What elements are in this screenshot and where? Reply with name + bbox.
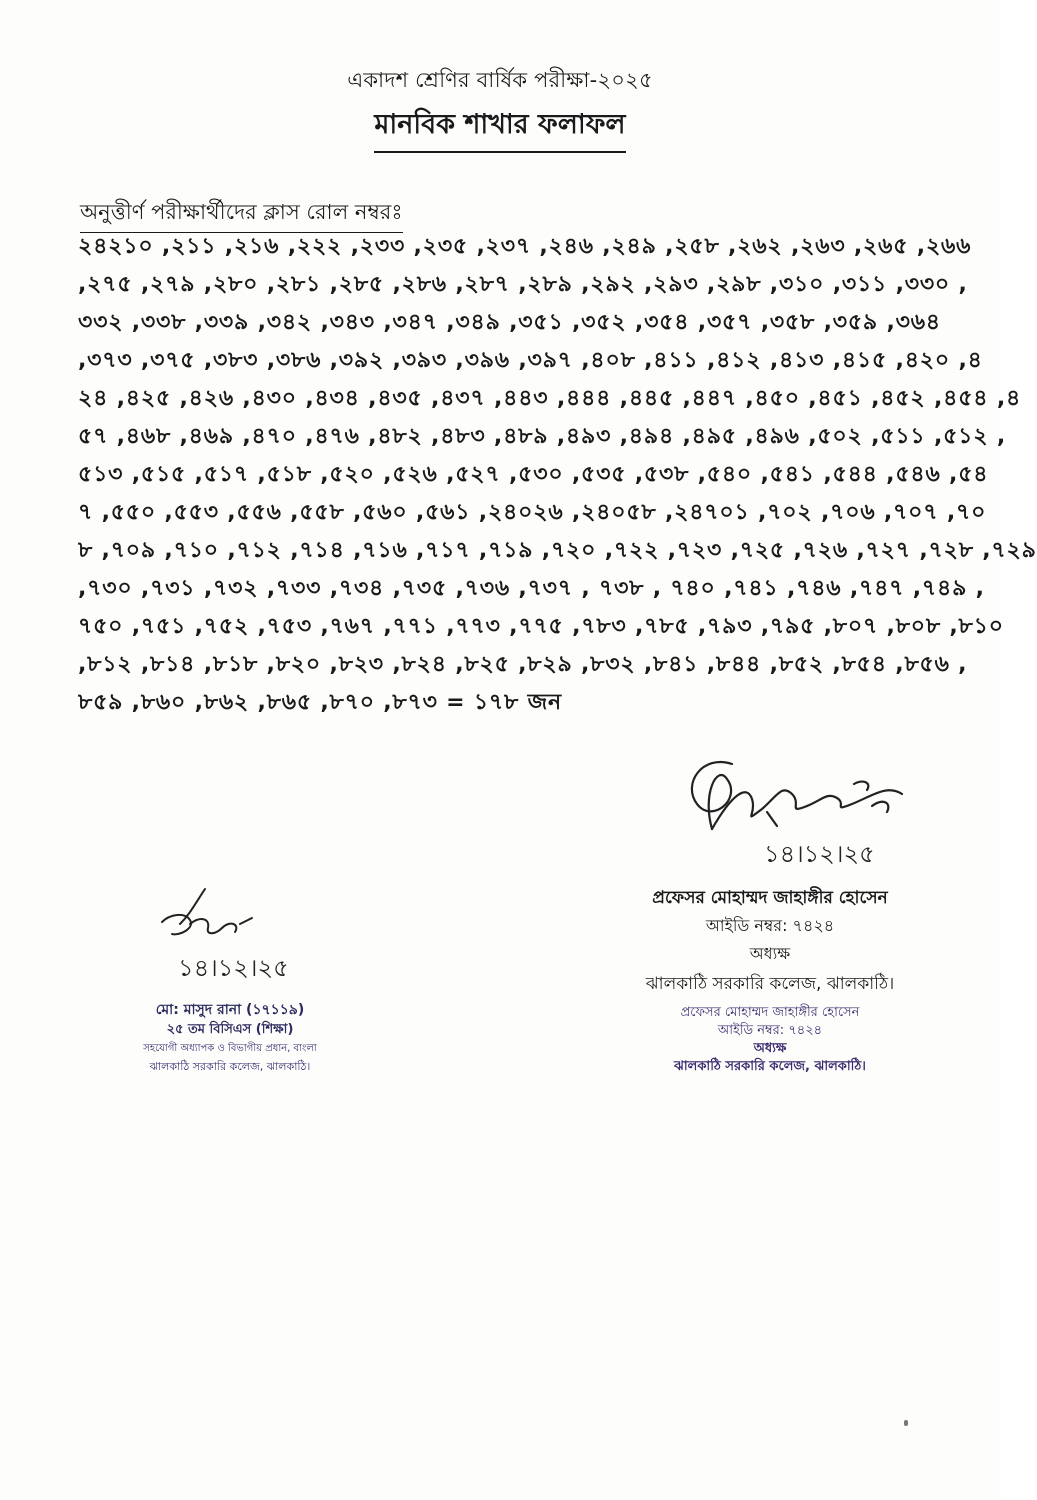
seal-id: আইডি নম্বর: ৭৪২৪: [717, 1023, 823, 1038]
principal-signature-date: ১৪।১২।২৫: [764, 840, 875, 868]
teacher-college: ঝালকাঠি সরকারি কলেজ, ঝালকাঠি।: [149, 1060, 311, 1073]
result-heading: মানবিক শাখার ফলাফল: [374, 104, 625, 153]
teacher-signature-block: [100, 1000, 360, 1076]
teacher-signature-date: ১৪।১২।২৫: [178, 954, 289, 982]
failed-students-label: অনুত্তীর্ণ পরীক্ষার্থীদের ক্লাস রোল নম্বরঃ: [80, 196, 403, 233]
seal-college: ঝালকাঠি সরকারি কলেজ, ঝালকাঠি।: [674, 1059, 866, 1074]
roll-line: ৭৫০ ,৭৫১ ,৭৫২ ,৭৫৩ ,৭৬৭ ,৭৭১ ,৭৭৩ ,৭৭৫ ,৭৮৩ ,৭৮৫ ,৭৯৩ ,৭৯৫ ,৮০৭ ,৮০৮ ,৮১০: [78, 614, 1004, 639]
roll-line: ৮৫৯ ,৮৬০ ,৮৬২ ,৮৬৫ ,৮৭০ ,৮৭৩ = ১৭৮ জন: [78, 690, 562, 715]
principal-signature-image: [672, 754, 912, 874]
teacher-bcs: ২৫ তম বিসিএস (শিক্ষা): [166, 1022, 294, 1037]
principal-name: প্রফেসর মোহাম্মদ জাহাঙ্গীর হোসেন: [652, 888, 888, 908]
roll-line: ৫১৩ ,৫১৫ ,৫১৭ ,৫১৮ ,৫২০ ,৫২৬ ,৫২৭ ,৫৩০ ,৫৩৫ ,৫৩৮ ,৫৪০ ,৫৪১ ,৫৪৪ ,৫৪৬ ,৫৪: [78, 462, 989, 487]
principal-seal: [590, 1004, 950, 1076]
principal-id: আইডি নম্বর: ৭৪২৪: [705, 916, 835, 935]
roll-line: ২৪২১০ ,২১১ ,২১৬ ,২২২ ,২৩৩ ,২৩৫ ,২৩৭ ,২৪৬ ,২৪৯ ,২৫৮ ,২৬২ ,২৬৩ ,২৬৫ ,২৬৬: [78, 234, 972, 259]
roll-line: ,৮১২ ,৮১৪ ,৮১৮ ,৮২০ ,৮২৩ ,৮২৪ ,৮২৫ ,৮২৯ ,৮৩২ ,৮৪১ ,৮৪৪ ,৮৫২ ,৮৫৪ ,৮৫৬ ,: [78, 652, 968, 677]
roll-line: ,২৭৫ ,২৭৯ ,২৮০ ,২৮১ ,২৮৫ ,২৮৬ ,২৮৭ ,২৮৯ ,২৯২ ,২৯৩ ,২৯৮ ,৩১০ ,৩১১ ,৩৩০ ,: [78, 272, 968, 297]
roll-line: ৭ ,৫৫০ ,৫৫৩ ,৫৫৬ ,৫৫৮ ,৫৬০ ,৫৬১ ,২৪০২৬ ,২৪০৫৮ ,২৪৭০১ ,৭০২ ,৭০৬ ,৭০৭ ,৭০: [78, 500, 987, 525]
principal-signature-block: [590, 884, 950, 1076]
principal-title: অধ্যক্ষ: [749, 944, 791, 963]
roll-line: ৩৩২ ,৩৩৮ ,৩৩৯ ,৩৪২ ,৩৪৩ ,৩৪৭ ,৩৪৯ ,৩৫১ ,৩৫২ ,৩৫৪ ,৩৫৭ ,৩৫৮ ,৩৫৯ ,৩৬৪: [78, 310, 941, 335]
seal-name: প্রফেসর মোহাম্মদ জাহাঙ্গীর হোসেন: [680, 1005, 860, 1020]
exam-title: একাদশ শ্রেণির বার্ষিক পরীক্ষা-২০২৫: [347, 68, 653, 92]
roll-number-list: [78, 228, 1037, 722]
principal-college: ঝালকাঠি সরকারি কলেজ, ঝালকাঠি।: [645, 974, 895, 994]
roll-line: ৮ ,৭০৯ ,৭১০ ,৭১২ ,৭১৪ ,৭১৬ ,৭১৭ ,৭১৯ ,৭২০ ,৭২২ ,৭২৩ ,৭২৫ ,৭২৬ ,৭২৭ ,৭২৮ ,৭২৯: [78, 538, 1037, 563]
roll-line: ২৪ ,৪২৫ ,৪২৬ ,৪৩০ ,৪৩৪ ,৪৩৫ ,৪৩৭ ,৪৪৩ ,৪৪৪ ,৪৪৫ ,৪৪৭ ,৪৫০ ,৪৫১ ,৪৫২ ,৪৫৪ ,৪: [78, 386, 1022, 411]
page-speck: [904, 1420, 908, 1426]
roll-line: ,৩৭৩ ,৩৭৫ ,৩৮৩ ,৩৮৬ ,৩৯২ ,৩৯৩ ,৩৯৬ ,৩৯৭ ,৪০৮ ,৪১১ ,৪১২ ,৪১৩ ,৪১৫ ,৪২০ ,৪: [78, 348, 983, 373]
roll-line: ৫৭ ,৪৬৮ ,৪৬৯ ,৪৭০ ,৪৭৬ ,৪৮২ ,৪৮৩ ,৪৮৯ ,৪৯৩ ,৪৯৪ ,৪৯৫ ,৪৯৬ ,৫০২ ,৫১১ ,৫১২ ,: [78, 424, 1006, 449]
roll-line: ,৭৩০ ,৭৩১ ,৭৩২ ,৭৩৩ ,৭৩৪ ,৭৩৫ ,৭৩৬ ,৭৩৭ , ৭৩৮ , ৭৪০ ,৭৪১ ,৭৪৬ ,৭৪৭ ,৭৪৯ ,: [78, 576, 985, 601]
result-heading-wrap: [0, 104, 1000, 153]
seal-title: অধ্যক্ষ: [753, 1041, 787, 1056]
teacher-department: সহযোগী অধ্যাপক ও বিভাগীয় প্রধান, বাংলা: [143, 1043, 317, 1054]
teacher-name: মো: মাসুদ রানা (১৭১১৯): [155, 1002, 305, 1018]
teacher-signature-image: [150, 884, 290, 994]
